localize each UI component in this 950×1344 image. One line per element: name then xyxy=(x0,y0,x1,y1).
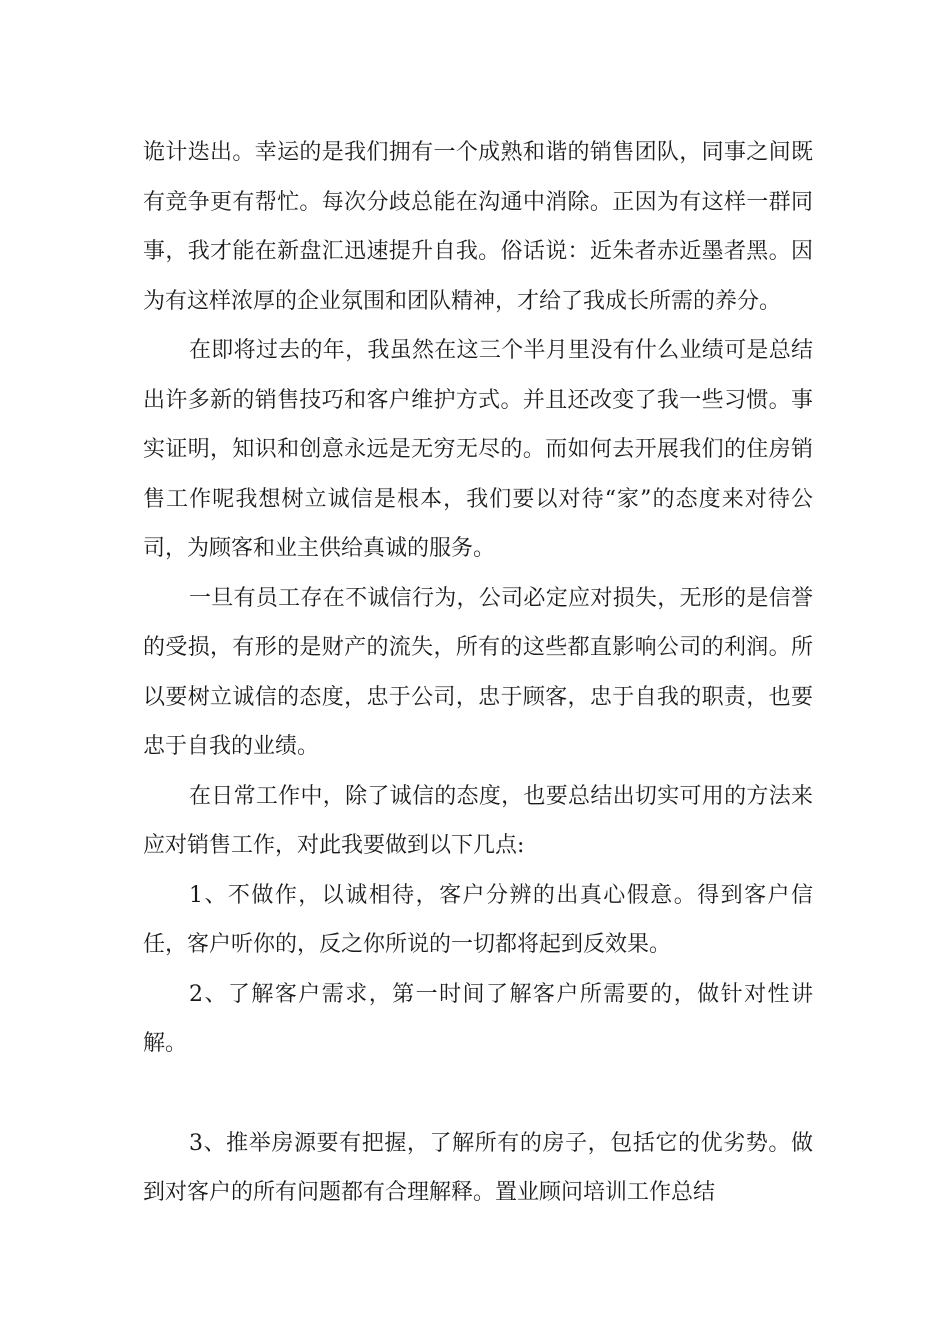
list-item-3: 3、推举房源要有把握，了解所有的房子，包括它的优劣势。做到对客户的所有问题都有合理解释。置业顾问培训工作总结 xyxy=(143,1130,813,1205)
document-body xyxy=(143,128,813,1218)
list-item-1: 1、不做作，以诚相待，客户分辨的出真心假意。得到客户信任，客户听你的，反之你所说的一切都将起到反效果。 xyxy=(143,882,813,957)
paragraph-4: 在日常工作中，除了诚信的态度，也要总结出切实可用的方法来应对销售工作，对此我要做到以下几点: xyxy=(143,783,813,858)
list-item-2: 2、了解客户需求，第一时间了解客户所需要的，做针对性讲解。 xyxy=(143,981,813,1056)
paragraph-3: 一旦有员工存在不诚信行为，公司必定应对损失，无形的是信誉的受损，有形的是财产的流失，所有的这些都直影响公司的利润。所以要树立诚信的态度，忠于公司，忠于顾客，忠于自我的职责，也要忠于自我的业绩。 xyxy=(143,585,813,759)
paragraph-1: 诡计迭出。幸运的是我们拥有一个成熟和谐的销售团队，同事之间既有竞争更有帮忙。每次分歧总能在沟通中消除。正因为有这样一群同事，我才能在新盘汇迅速提升自我。俗话说：近朱者赤近墨者黑。因为有这样浓厚的企业氛围和团队精神，才给了我成长所需的养分。 xyxy=(143,140,813,314)
blank-line xyxy=(143,1069,813,1119)
paragraph-2: 在即将过去的年，我虽然在这三个半月里没有什么业绩可是总结出许多新的销售技巧和客户维护方式。并且还改变了我一些习惯。事实证明，知识和创意永远是无穷无尽的。而如何去开展我们的住房销售工作呢我想树立诚信是根本，我们要以对待“家”的态度来对待公司，为顾客和业主供给真诚的服务。 xyxy=(143,338,813,561)
